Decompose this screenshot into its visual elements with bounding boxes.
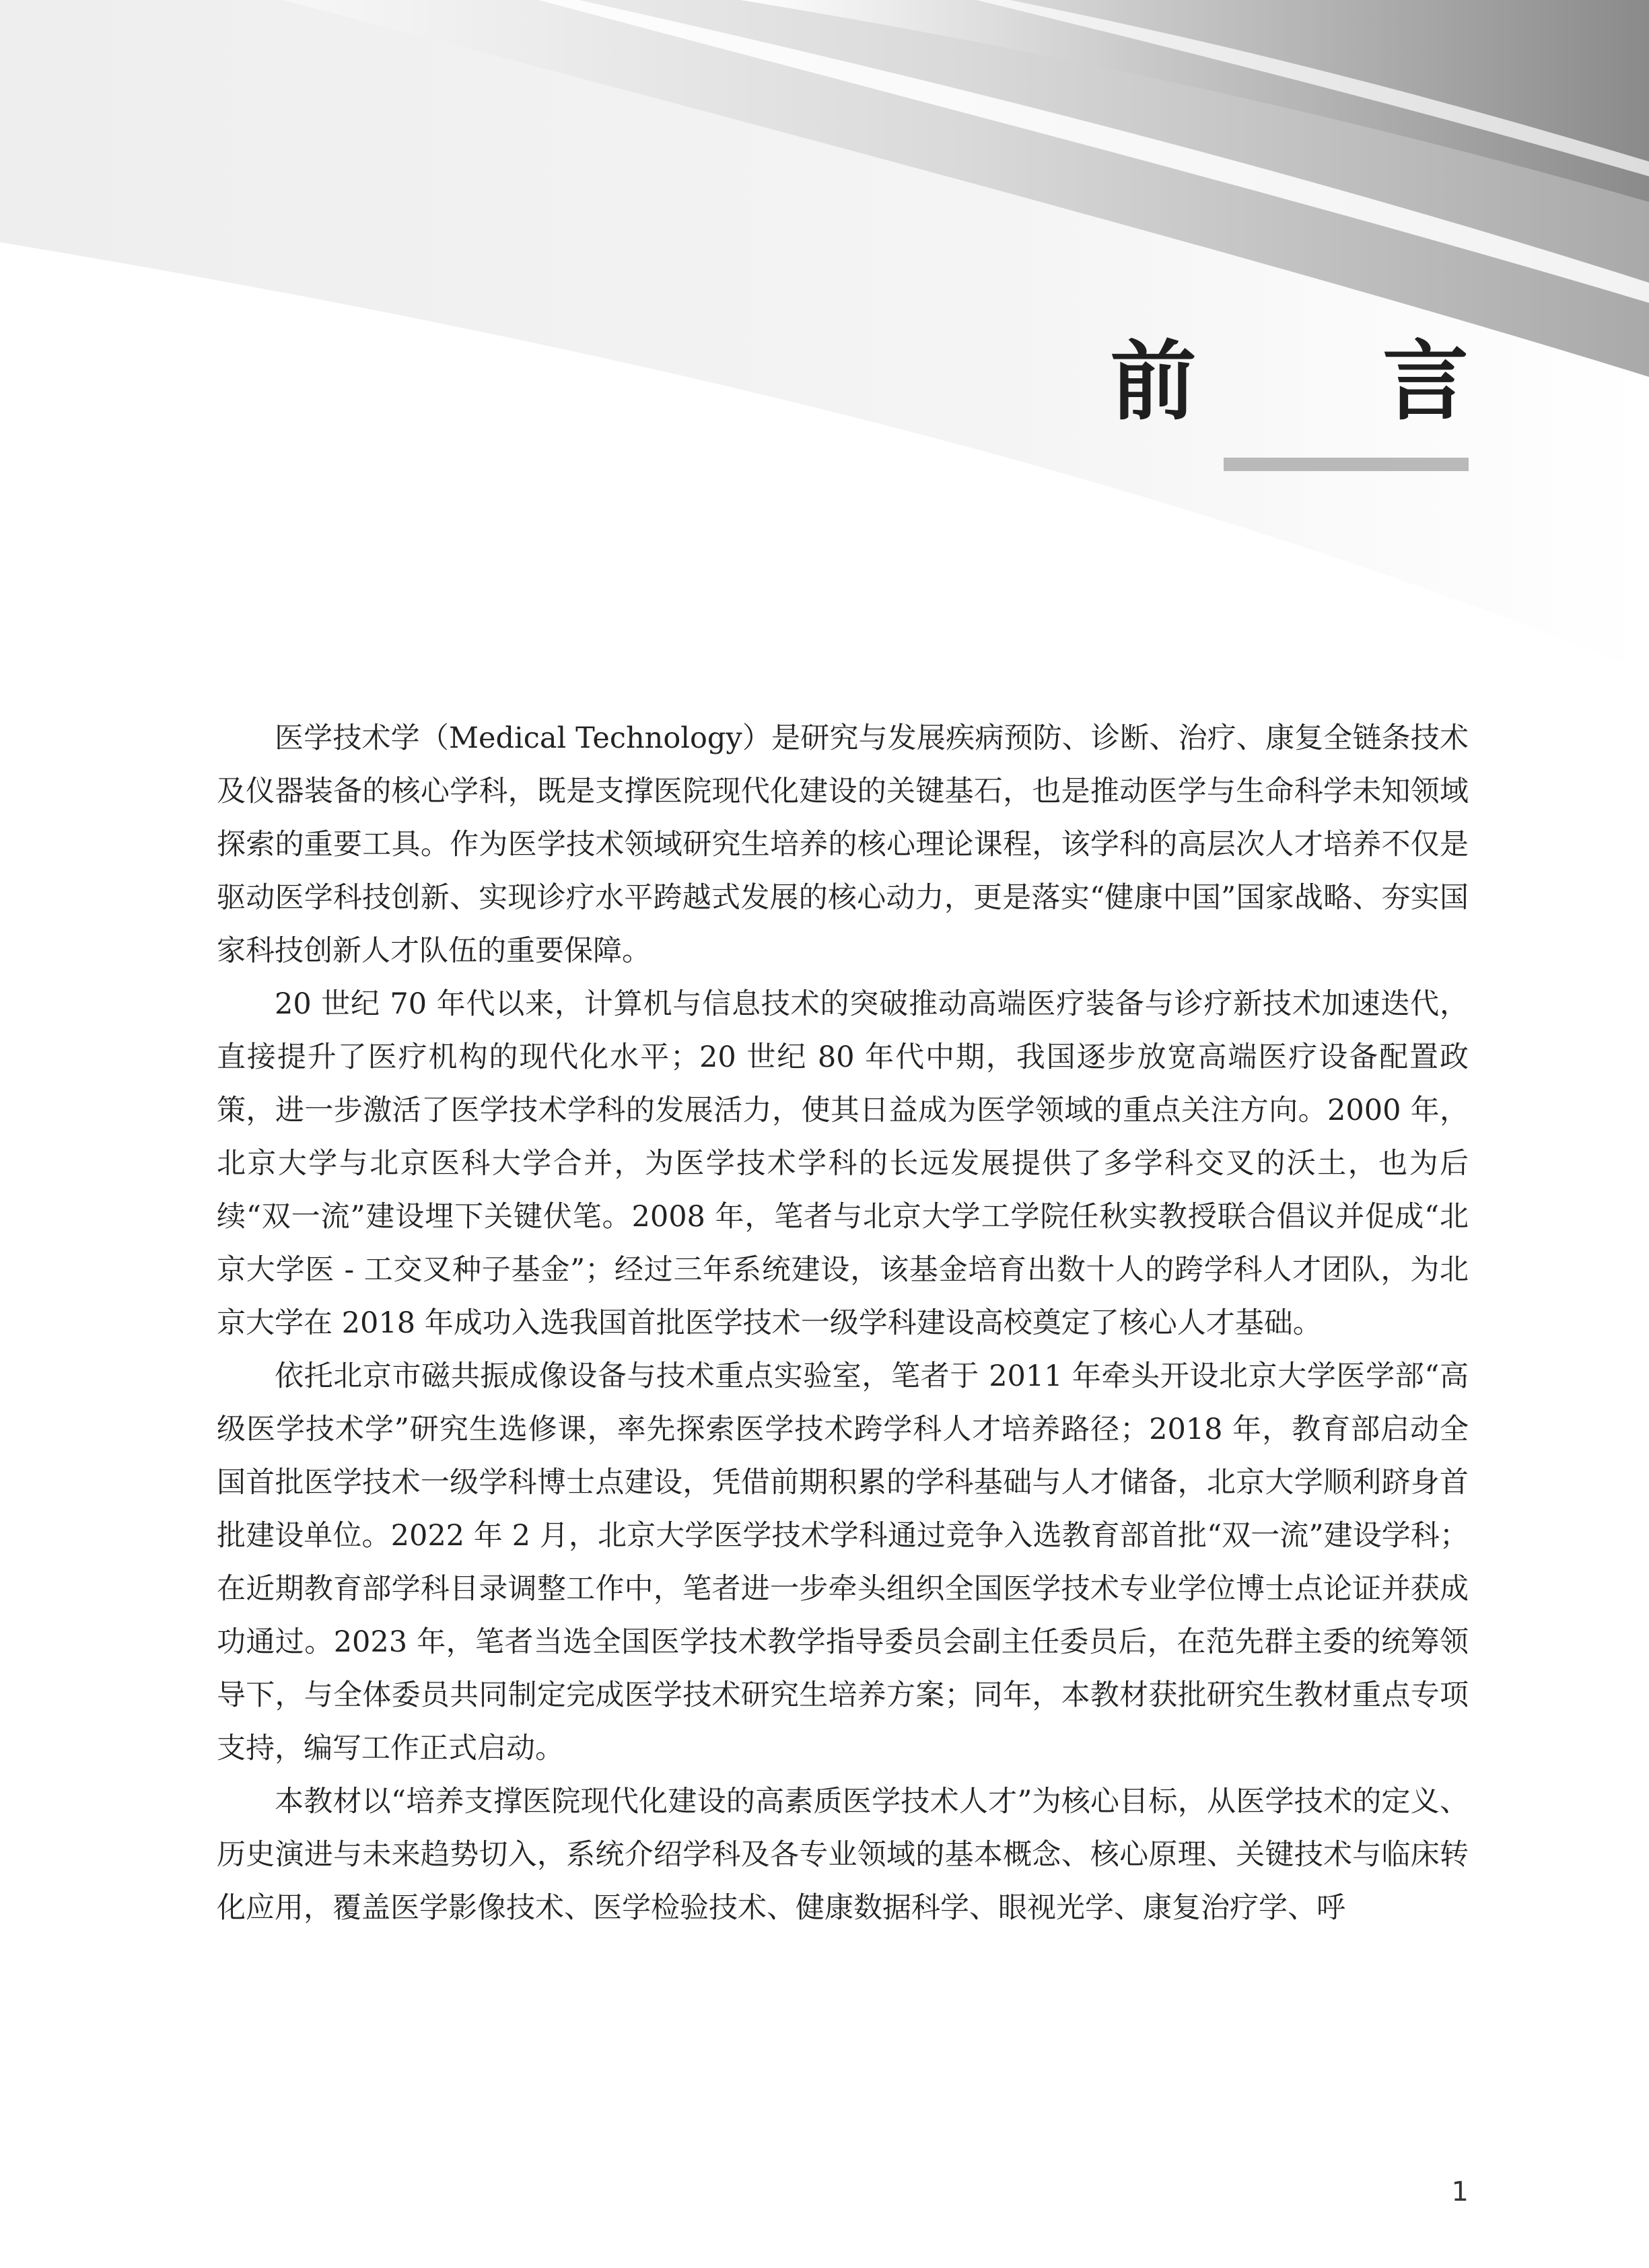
paragraph-4: 本教材以“培养支撑医院现代化建设的高素质医学技术人才”为核心目标，从医学技术的定义、历史演进与未来趋势切入，系统介绍学科及各专业领域的基本概念、核心原理、关键技术与临床转化应用，覆盖医学影像技术、医学检验技术、健康数据科学、眼视光学、康复治疗学、呼: [217, 1785, 1469, 1925]
page-title: 前 言: [1110, 332, 1547, 432]
title-underline-bar: [1224, 458, 1469, 471]
paragraph-3: 依托北京市磁共振成像设备与技术重点实验室，笔者于 2011 年牵头开设北京大学医学部“高级医学技术学”研究生选修课，率先探索医学技术跨学科人才培养路径；2018 年，教育部启动全国首批医学技术一级学科博士点建设，凭借前期积累的学科基础与人才储备，北京大学顺利跻身首批建设单位。2022 年 2 月，北京大学医学技术学科通过竞争入选教育部首批“双一流”建设学科；在近期教育部学科目录调整工作中，笔者进一步牵头组织全国医学技术专业学位博士点论证并获成功通过。2023 年，笔者当选全国医学技术教学指导委员会副主任委员后，在范先群主委的统筹领导下，与全体委员共同制定完成医学技术研究生培养方案；同年，本教材获批研究生教材重点专项支持，编写工作正式启动。: [217, 1359, 1469, 1765]
paragraph-2: 20 世纪 70 年代以来，计算机与信息技术的突破推动高端医疗装备与诊疗新技术加速迭代，直接提升了医疗机构的现代化水平；20 世纪 80 年代中期，我国逐步放宽高端医疗设备配置政策，进一步激活了医学技术学科的发展活力，使其日益成为医学领域的重点关注方向。2000 年，北京大学与北京医科大学合并，为医学技术学科的长远发展提供了多学科交叉的沃土，也为后续“双一流”建设埋下关键伏笔。2008 年，笔者与北京大学工学院任秋实教授联合倡议并促成“北京大学医 - 工交叉种子基金”；经过三年系统建设，该基金培育出数十人的跨学科人才团队，为北京大学在 2018 年成功入选我国首批医学技术一级学科建设高校奠定了核心人才基础。: [217, 987, 1469, 1340]
paragraph-1: 医学技术学（Medical Technology）是研究与发展疾病预防、诊断、治疗、康复全链条技术及仪器装备的核心学科，既是支撑医院现代化建设的关键基石，也是推动医学与生命科学未知领域探索的重要工具。作为医学技术领域研究生培养的核心理论课程，该学科的高层次人才培养不仅是驱动医学科技创新、实现诊疗水平跨越式发展的核心动力，更是落实“健康中国”国家战略、夯实国家科技创新人才队伍的重要保障。: [217, 721, 1469, 968]
page-number: 1: [1451, 2176, 1469, 2207]
body-text: [217, 712, 1469, 1935]
